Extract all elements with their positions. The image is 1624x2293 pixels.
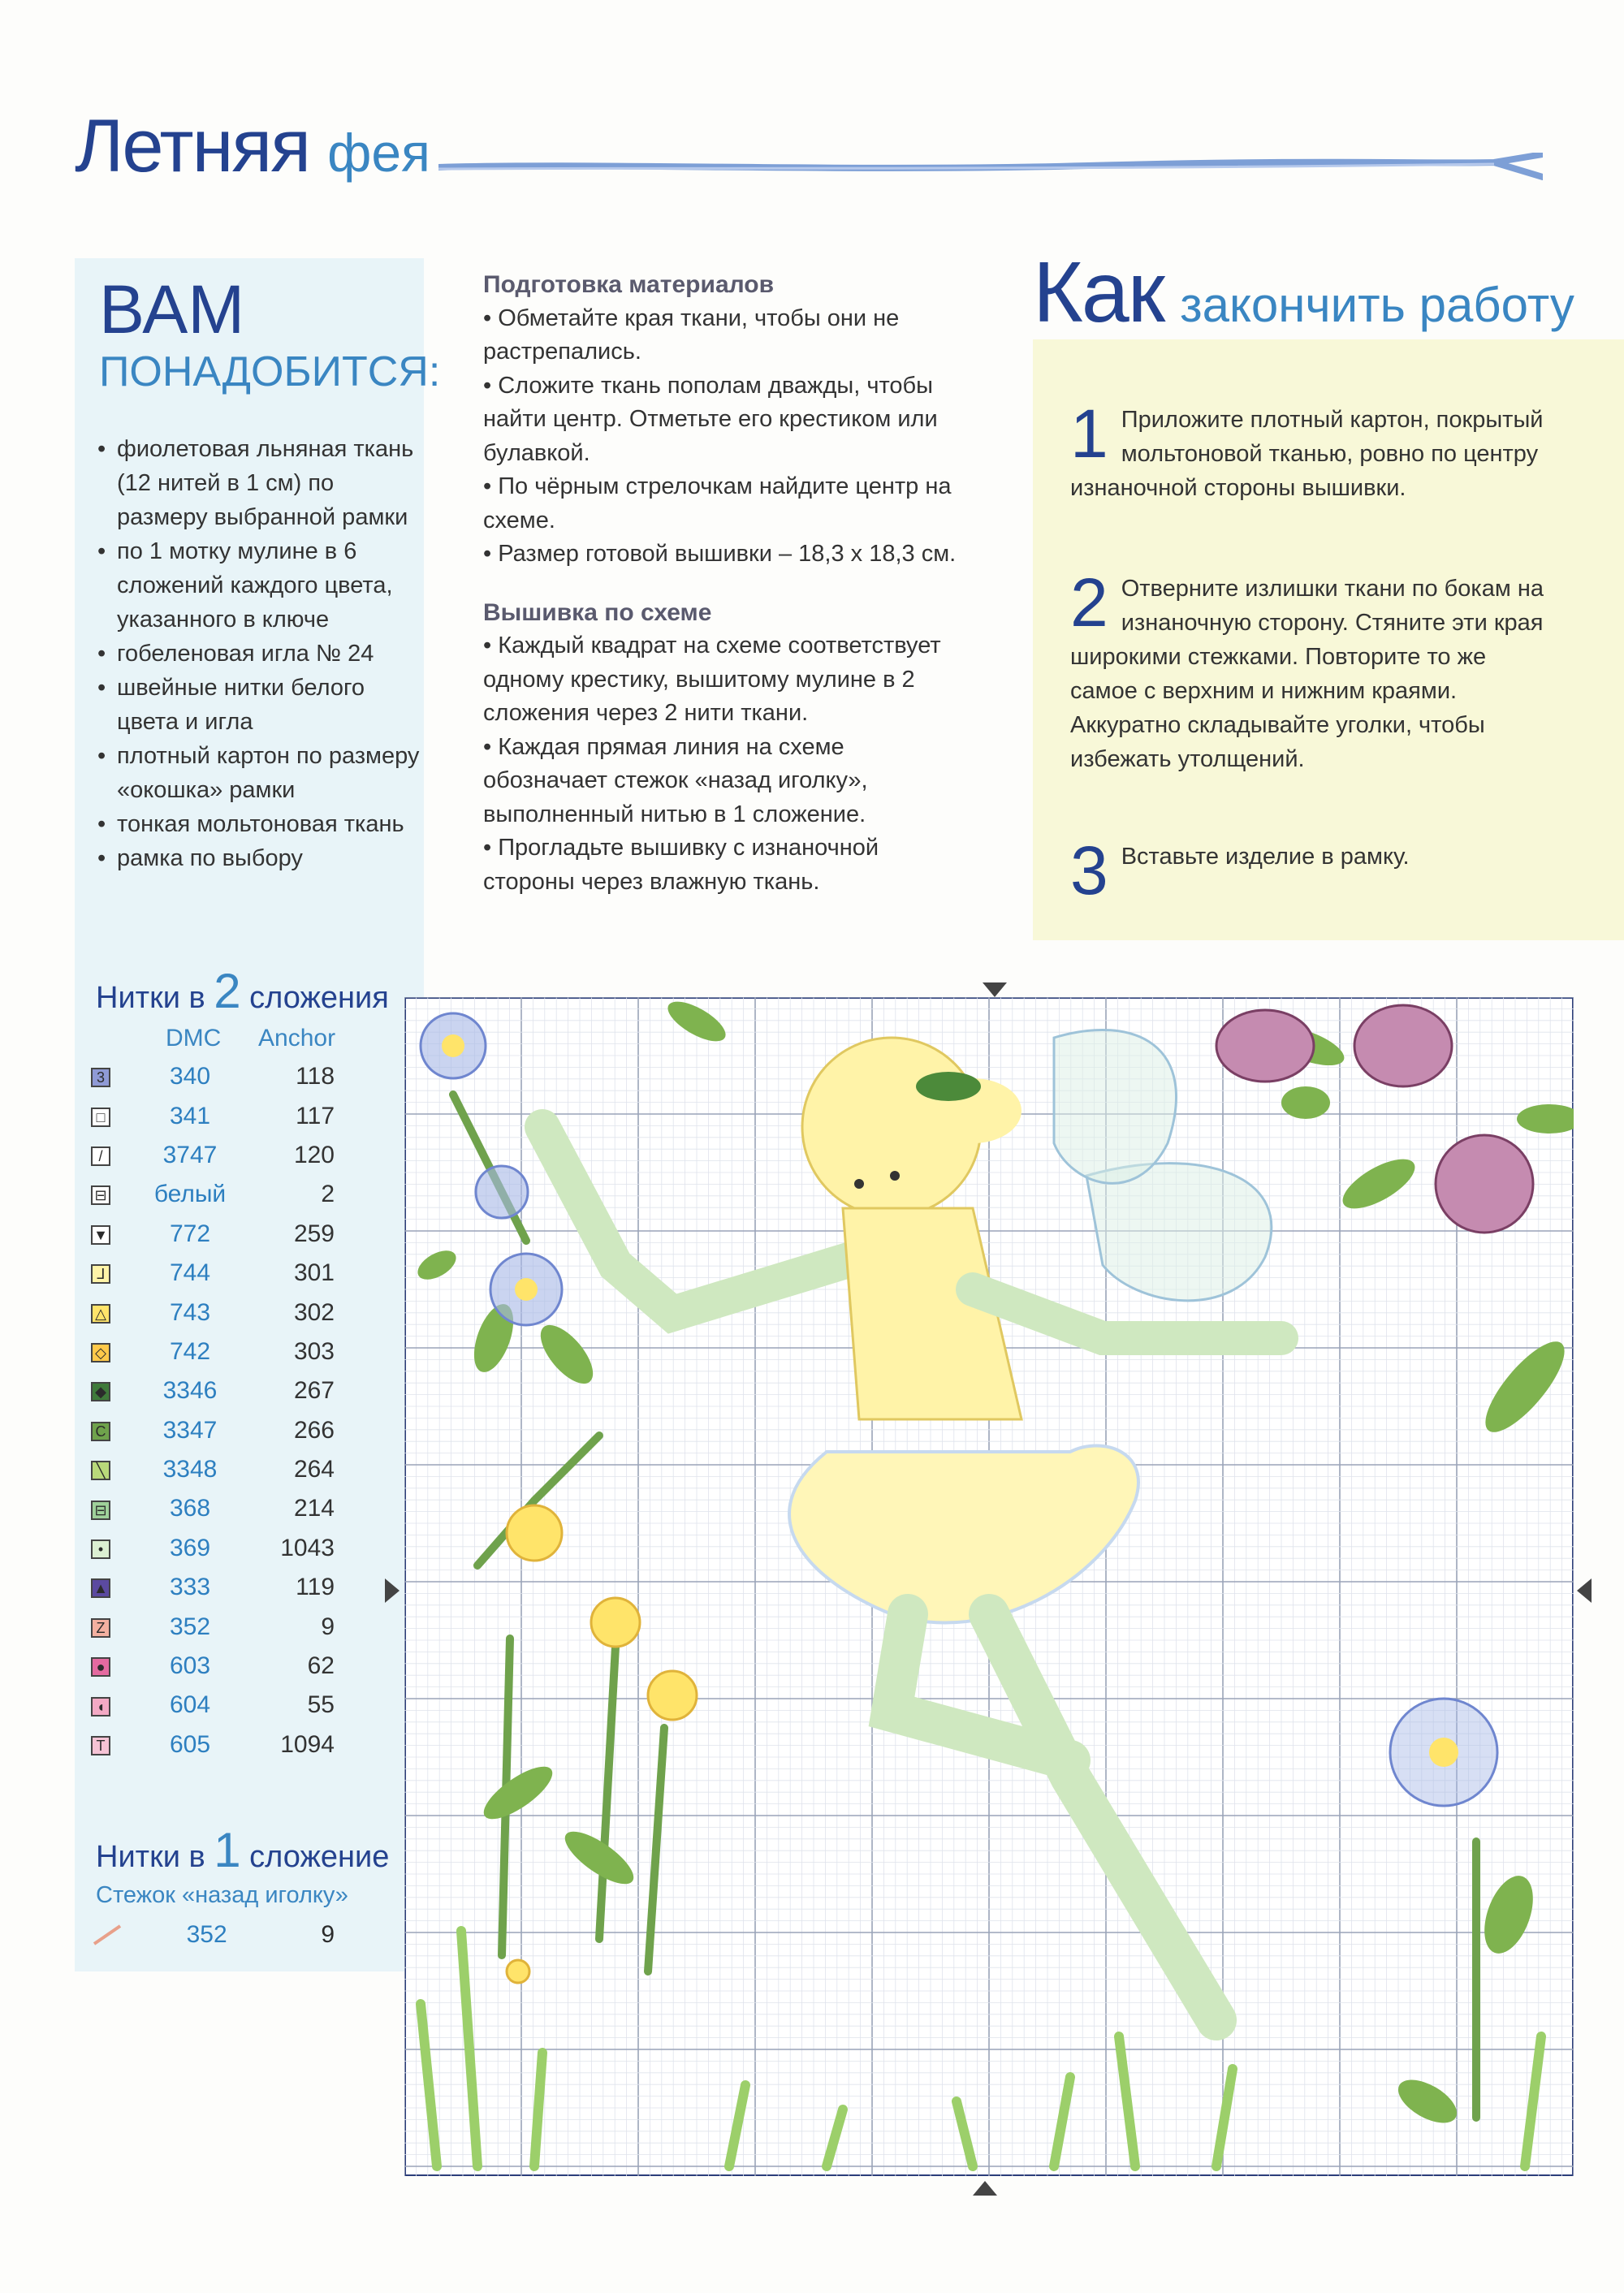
finishing-step xyxy=(1070,564,1557,776)
key2-dmc: 744 xyxy=(169,1259,211,1287)
key1-subtitle: Стежок «назад иголку» xyxy=(96,1882,348,1908)
key2-row xyxy=(91,1725,335,1764)
key2-row xyxy=(91,1096,335,1135)
materials-item: • рамка по выбору xyxy=(97,841,422,875)
finishing-title-main: Как xyxy=(1033,244,1164,340)
key2-anchor: 1094 xyxy=(280,1730,335,1758)
key2-anchor: 119 xyxy=(296,1574,335,1601)
key2-title xyxy=(96,963,389,1019)
embroidery-item: • Каждая прямая линия на схеме обозначает стежок «назад иголку», выполненный нитью в 1 сложение. xyxy=(483,733,868,827)
key2-anchor: 267 xyxy=(293,1377,335,1405)
key1-title-pre: Нитки в xyxy=(96,1840,205,1874)
thread-symbol-swatch: ▼ xyxy=(91,1225,110,1245)
thread-symbol-swatch: ᒧ xyxy=(91,1264,110,1284)
key2-anchor: 62 xyxy=(307,1652,335,1680)
thread-symbol-swatch: / xyxy=(91,1146,110,1166)
key2-row xyxy=(91,1686,335,1725)
key2-row xyxy=(91,1647,335,1686)
key2-dmc: 3348 xyxy=(162,1456,218,1483)
key2-dmc: 3347 xyxy=(162,1416,218,1444)
cross-stitch-chart xyxy=(404,997,1574,2176)
thread-symbol-swatch: T xyxy=(91,1736,110,1755)
materials-title: ВАМ xyxy=(99,271,245,348)
key2-row xyxy=(91,1371,335,1410)
finishing-title xyxy=(1033,244,1574,342)
materials-item: • по 1 мотку мулине в 6 сложений каждого цвета, указанного в ключе xyxy=(97,534,422,637)
step-number: 3 xyxy=(1070,832,1108,909)
key2-dmc: 604 xyxy=(169,1691,211,1719)
key2-dmc: 333 xyxy=(169,1574,211,1601)
key2-anchor: 302 xyxy=(293,1298,335,1326)
finishing-step xyxy=(1070,395,1557,505)
key2-dmc: 3346 xyxy=(162,1377,218,1405)
thread-symbol-swatch: ◇ xyxy=(91,1343,110,1362)
key2-dmc: 341 xyxy=(169,1102,211,1129)
key2-dmc: 743 xyxy=(169,1298,211,1326)
step-text: Приложите плотный картон, покрытый мольтоновой тканью, ровно по центру изнаночной стороны вышивки. xyxy=(1070,407,1544,501)
key2-dmc: 3747 xyxy=(162,1141,218,1168)
key2-dmc: 368 xyxy=(169,1495,211,1522)
finishing-step xyxy=(1070,832,1557,909)
thread-decoration xyxy=(438,153,1543,182)
step-number: 2 xyxy=(1070,564,1108,641)
key2-dmc: 605 xyxy=(169,1730,211,1758)
embroidery-heading: Вышивка по схеме xyxy=(483,598,712,626)
key2-title-post: сложения xyxy=(249,981,389,1015)
key2-anchor: 55 xyxy=(307,1691,335,1719)
key2-col-anchor: Anchor xyxy=(258,1025,336,1051)
key2-row xyxy=(91,1411,335,1450)
thread-symbol-swatch: ● xyxy=(91,1657,110,1677)
key2-row xyxy=(91,1450,335,1489)
key2-row xyxy=(91,1293,335,1332)
key2-row xyxy=(91,1568,335,1607)
key2-anchor: 303 xyxy=(293,1337,335,1365)
key2-anchor: 2 xyxy=(321,1181,335,1208)
center-arrow-top xyxy=(983,982,1007,999)
key2-anchor: 264 xyxy=(293,1456,335,1483)
key2-col-dmc: DMC xyxy=(166,1025,222,1051)
thread-symbol-swatch: △ xyxy=(91,1304,110,1324)
materials-item: • фиолетовая льняная ткань (12 нитей в 1 см) по размеру выбранной рамки xyxy=(97,432,422,534)
key2-row xyxy=(91,1489,335,1528)
key2-anchor: 118 xyxy=(296,1063,335,1090)
key2-dmc: 603 xyxy=(169,1652,211,1680)
thread-symbol-swatch: ◖ xyxy=(91,1697,110,1717)
key2-anchor: 9 xyxy=(321,1613,335,1640)
thread-symbol-swatch: C xyxy=(91,1422,110,1441)
step-text: Вставьте изделие в рамку. xyxy=(1121,844,1410,870)
key2-anchor: 117 xyxy=(296,1102,335,1129)
instructions-column xyxy=(483,268,970,899)
key2-dmc: 742 xyxy=(169,1337,211,1365)
key2-row xyxy=(91,1254,335,1293)
key2-anchor: 120 xyxy=(293,1141,335,1168)
materials-item: • плотный картон по размеру «окошка» рамки xyxy=(97,739,422,807)
thread-symbol-swatch: ╲ xyxy=(91,1461,110,1480)
thread-symbol-swatch: ▲ xyxy=(91,1578,110,1598)
key2-row xyxy=(91,1607,335,1646)
embroidery-item: • Прогладьте вышивку с изнаночной стороны через влажную ткань. xyxy=(483,835,879,895)
prep-heading: Подготовка материалов xyxy=(483,271,775,298)
thread-symbol-swatch: □ xyxy=(91,1108,110,1127)
page-title-main: Летняя xyxy=(75,105,310,188)
key2-anchor: 266 xyxy=(293,1416,335,1444)
key2-table xyxy=(91,1057,335,1764)
materials-item: • швейные нитки белого цвета и игла xyxy=(97,671,422,739)
key2-anchor: 214 xyxy=(293,1495,335,1522)
key2-dmc: 352 xyxy=(169,1613,211,1640)
center-arrow-bottom xyxy=(973,2181,997,2197)
prep-item: • По чёрным стрелочкам найдите центр на схеме. xyxy=(483,473,952,533)
key2-anchor: 301 xyxy=(293,1259,335,1287)
key2-dmc: 369 xyxy=(169,1534,211,1561)
step-number: 1 xyxy=(1070,395,1108,472)
key2-anchor: 1043 xyxy=(280,1534,335,1561)
key1-title-num: 1 xyxy=(214,1823,241,1877)
key2-title-pre: Нитки в xyxy=(96,981,205,1015)
finishing-title-sub: закончить работу xyxy=(1180,278,1574,332)
thread-symbol-swatch: ◆ xyxy=(91,1382,110,1401)
materials-item: • гобеленовая игла № 24 xyxy=(97,637,422,671)
key1-title-post: сложение xyxy=(249,1840,390,1874)
key2-title-num: 2 xyxy=(214,964,241,1018)
key1-anchor: 9 xyxy=(321,1921,335,1948)
key2-dmc: белый xyxy=(153,1181,227,1208)
key2-dmc: 772 xyxy=(169,1220,211,1247)
key2-row xyxy=(91,1529,335,1568)
page-title-sub: фея xyxy=(327,123,430,183)
embroidery-item: • Каждый квадрат на схеме соответствует одному крестику, вышитому мулине в 2 сложения через 2 нити ткани. xyxy=(483,633,941,726)
key1-dmc: 352 xyxy=(186,1921,227,1948)
key2-row xyxy=(91,1215,335,1254)
thread-symbol-swatch: ⊟ xyxy=(91,1501,110,1520)
step-text: Отверните излишки ткани по бокам на изнаночную сторону. Стяните эти края широкими стежками. Повторите то же самое с верхним и нижним краями. Аккуратно складывайте уголки, чтобы избежать утолщений. xyxy=(1070,576,1544,772)
key1-title xyxy=(96,1822,389,1878)
key2-row xyxy=(91,1136,335,1175)
thread-symbol-swatch: 3 xyxy=(91,1068,110,1087)
prep-item: • Обметайте края ткани, чтобы они не растрепались. xyxy=(483,304,900,365)
key2-row xyxy=(91,1175,335,1214)
key2-anchor: 259 xyxy=(293,1220,335,1247)
backstitch-line-icon xyxy=(91,1923,122,1947)
center-arrow-right xyxy=(1575,1578,1592,1603)
thread-symbol-swatch: • xyxy=(91,1539,110,1559)
center-arrow-left xyxy=(385,1578,401,1603)
prep-item: • Сложите ткань пополам дважды, чтобы найти центр. Отметьте его крестиком или булавкой. xyxy=(483,372,938,466)
materials-item: • тонкая мольтоновая ткань xyxy=(97,807,422,841)
materials-list xyxy=(97,432,422,875)
key2-row xyxy=(91,1332,335,1371)
page-title xyxy=(75,104,430,193)
key1-row xyxy=(91,1921,335,1949)
key2-dmc: 340 xyxy=(169,1063,211,1090)
thread-symbol-swatch: ⊟ xyxy=(91,1185,110,1205)
prep-item: • Размер готовой вышивки – 18,3 х 18,3 см. xyxy=(483,541,957,567)
thread-symbol-swatch: Z xyxy=(91,1618,110,1638)
key2-row xyxy=(91,1057,335,1096)
materials-subtitle: ПОНАДОБИТСЯ: xyxy=(99,348,441,395)
